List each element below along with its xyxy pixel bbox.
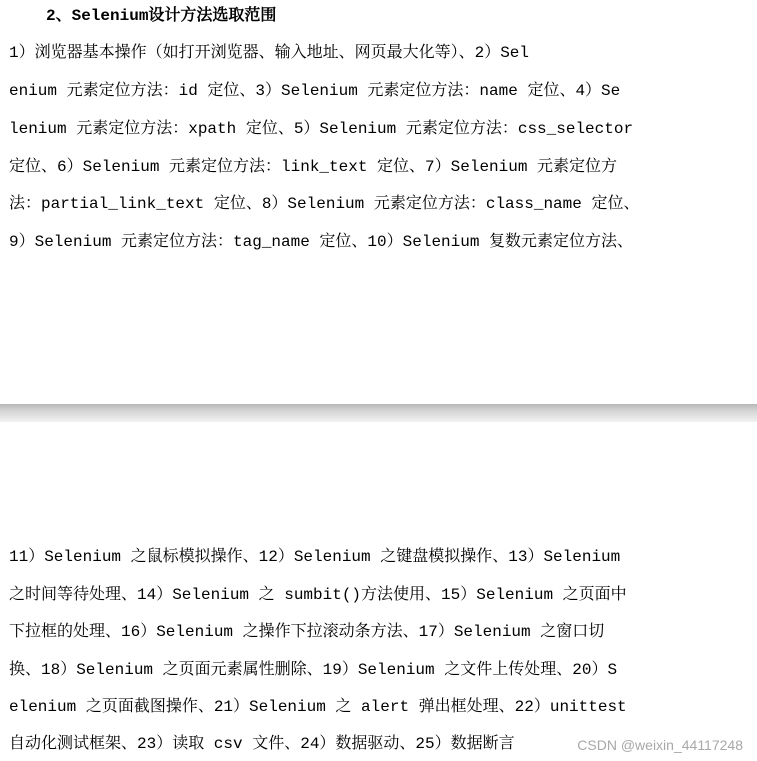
- paragraph-line: 之时间等待处理、14）Selenium 之 sumbit()方法使用、15）Selenium 之页面中: [9, 586, 627, 604]
- paragraph-line: 1）浏览器基本操作（如打开浏览器、输入地址、网页最大化等）、2）Sel: [9, 44, 530, 62]
- paragraph-line: 定位、6）Selenium 元素定位方法：link_text 定位、7）Selenium 元素定位方: [9, 158, 618, 176]
- page-separator: [0, 404, 757, 422]
- paragraph-line: 自动化测试框架、23）读取 csv 文件、24）数据驱动、25）数据断言: [9, 735, 515, 753]
- paragraph-line: 9）Selenium 元素定位方法：tag_name 定位、10）Selenium 复数元素定位方法、: [9, 233, 634, 251]
- paragraph-line: 11）Selenium 之鼠标模拟操作、12）Selenium 之键盘模拟操作、13）Selenium: [9, 548, 621, 566]
- paragraph-line: enium 元素定位方法：id 定位、3）Selenium 元素定位方法：name 定位、4）Se: [9, 82, 621, 100]
- paragraph-line: lenium 元素定位方法：xpath 定位、5）Selenium 元素定位方法：css_selector: [9, 120, 634, 138]
- paragraph-line: elenium 之页面截图操作、21）Selenium 之 alert 弹出框处理、22）unittest: [9, 698, 627, 716]
- paragraph-line: 下拉框的处理、16）Selenium 之操作下拉滚动条方法、17）Selenium 之窗口切: [9, 623, 605, 641]
- section-heading: 2、Selenium设计方法选取范围: [46, 7, 277, 25]
- paragraph-line: 法：partial_link_text 定位、8）Selenium 元素定位方法：class_name 定位、: [9, 195, 640, 213]
- csdn-watermark: CSDN @weixin_44117248: [577, 737, 743, 753]
- document-page-2: [0, 422, 757, 761]
- paragraph-line: 换、18）Selenium 之页面元素属性删除、19）Selenium 之文件上传处理、20）S: [9, 661, 618, 679]
